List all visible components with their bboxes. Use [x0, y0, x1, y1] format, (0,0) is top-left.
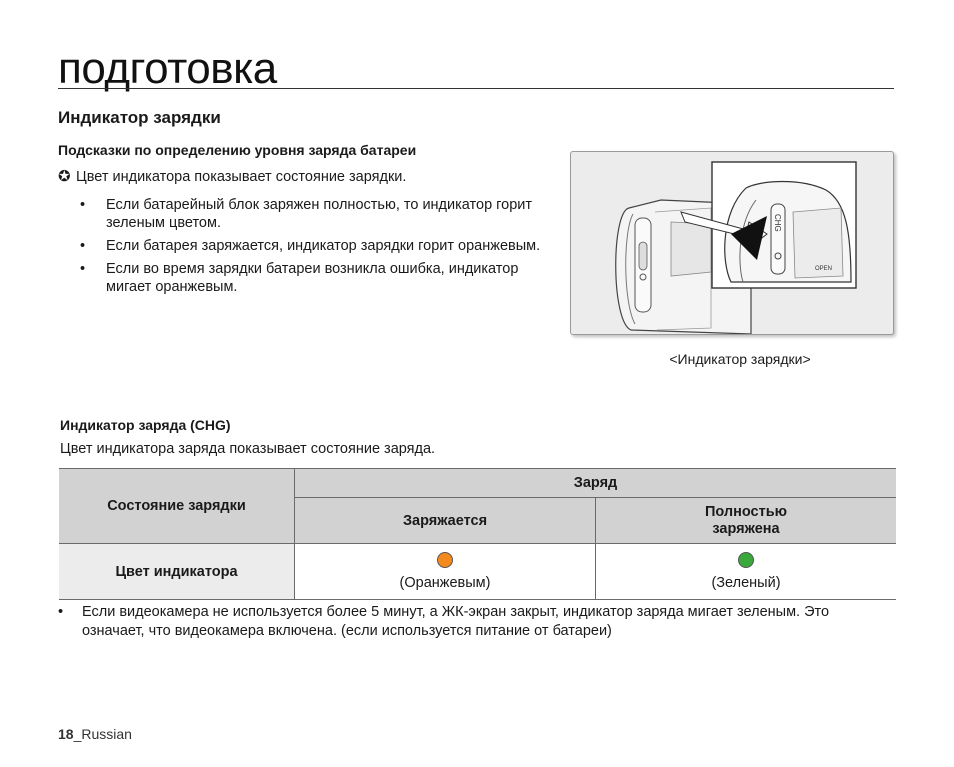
page-title: подготовка: [58, 44, 277, 93]
indicator-row-label: Цвет индикатора: [59, 544, 295, 600]
charging-column-header: Заряжается: [295, 498, 596, 544]
note-text: Цвет индикатора показывает состояние зарядки.: [76, 169, 407, 185]
orange-indicator-icon: [437, 552, 453, 568]
tips-heading: Подсказки по определению уровня заряда батареи: [58, 142, 417, 158]
list-item: • Если батарея заряжается, индикатор зарядки горит оранжевым.: [80, 237, 550, 255]
page-footer: [58, 726, 132, 742]
full-color-cell: [596, 544, 897, 600]
page-language: _Russian: [73, 726, 132, 742]
full-column-header: [596, 498, 897, 544]
charge-header: Заряд: [295, 469, 897, 498]
full-color-label: (Зеленый): [711, 575, 781, 591]
svg-text:CHG: CHG: [773, 214, 782, 232]
note-star-icon: ✪: [58, 168, 71, 185]
list-item: • Если батарейный блок заряжен полностью, то индикатор горит зеленым цветом.: [80, 196, 550, 232]
full-column-label: Полностью заряжена: [704, 503, 787, 537]
charge-status-table: [59, 468, 896, 600]
svg-text:OPEN: OPEN: [815, 266, 833, 272]
charging-color-label: (Оранжевым): [399, 575, 491, 591]
green-indicator-icon: [738, 552, 754, 568]
title-rule: [58, 88, 894, 89]
list-item: • Если видеокамера не используется более 5 минут, а ЖК-экран закрыт, индикатор заряда мигает зеленым. Это означает, что видеокамера включена. (если используется питание от батареи): [58, 603, 858, 641]
tips-list: [80, 196, 550, 301]
section-title: Индикатор зарядки: [58, 108, 221, 127]
state-header: Состояние зарядки: [59, 469, 295, 544]
figure-caption: <Индикатор зарядки>: [669, 351, 811, 367]
note-line: [58, 168, 406, 186]
camcorder-drawing: [571, 152, 893, 334]
camcorder-illustration: [570, 151, 894, 335]
chg-description: Цвет индикатора заряда показывает состояние заряда.: [60, 441, 436, 457]
footnote-list: [58, 603, 858, 641]
list-item: • Если во время зарядки батареи возникла ошибка, индикатор мигает оранжевым.: [80, 260, 550, 296]
charging-color-cell: [295, 544, 596, 600]
chg-heading: Индикатор заряда (CHG): [60, 417, 231, 433]
page-number: 18: [58, 726, 74, 742]
